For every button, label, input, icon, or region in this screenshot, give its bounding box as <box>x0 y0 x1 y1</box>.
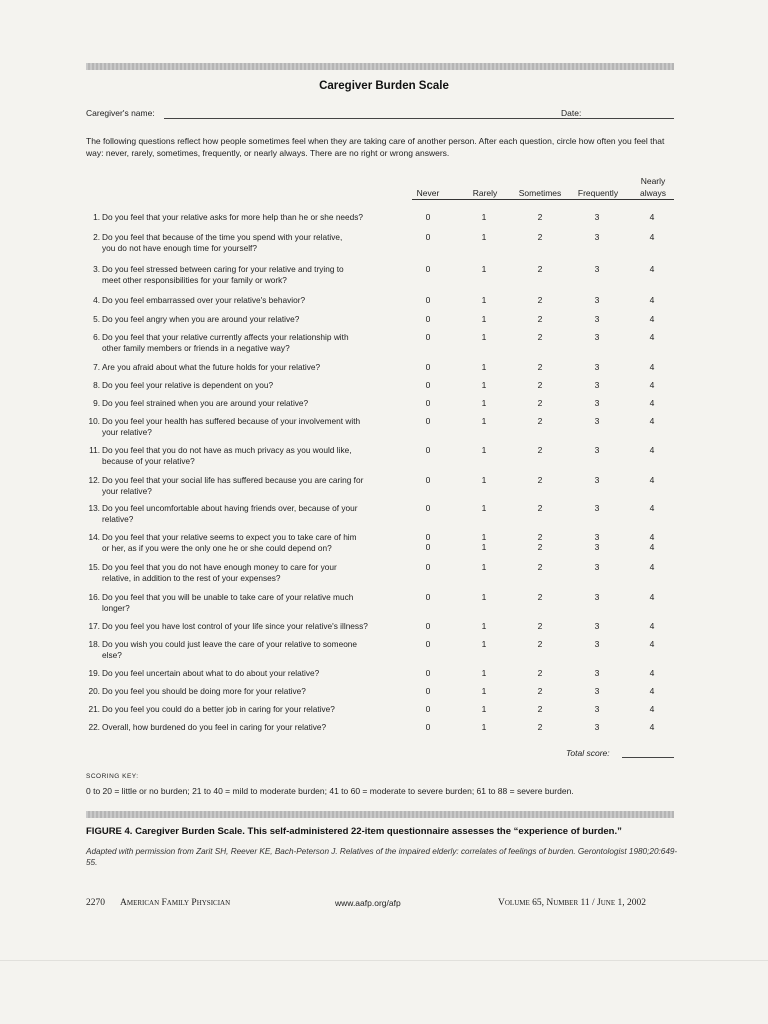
question-text <box>102 445 412 466</box>
question-number: 2. <box>93 232 100 242</box>
response-option[interactable]: 0 <box>425 668 431 678</box>
header-rule <box>86 63 674 70</box>
question-text-line: relative, in addition to the rest of your expenses? <box>102 572 281 583</box>
response-option[interactable]: 4 <box>649 562 655 572</box>
response-option[interactable]: 4 <box>649 416 655 426</box>
column-header-rarely: Rarely <box>472 188 498 198</box>
question-text-line: Do you feel strained when you are around your relative? <box>102 398 309 408</box>
column-header-nearly-always: Nearly always <box>640 176 666 198</box>
question-text-line: meet other responsibilities for your family or work? <box>102 274 287 285</box>
response-option[interactable]: 2 <box>537 264 543 274</box>
question-text-line: else? <box>102 649 122 660</box>
response-option[interactable]: 1 <box>481 232 487 242</box>
response-option[interactable]: 2 <box>537 475 543 485</box>
response-option[interactable]: 0 <box>425 212 431 222</box>
figure-citation: Adapted with permission from Zarit SH, Reever KE, Bach-Peterson J. Relatives of the impaired elderly: correlates of feelings of burden. Gerontologist 1980;20:649-55. <box>86 847 678 867</box>
date-label: Date: <box>561 108 582 118</box>
response-option[interactable]: 2 <box>537 503 543 513</box>
response-option[interactable]: 4 <box>649 314 655 324</box>
response-option[interactable]: 0 <box>425 295 431 305</box>
total-score-label: Total score: <box>566 748 610 758</box>
response-option[interactable]: 2 <box>537 722 543 732</box>
footer-issue: Volume 65, Number 11 / June 1, 2002 <box>498 898 646 908</box>
question-text <box>102 362 412 373</box>
response-option[interactable]: 2 <box>537 532 543 542</box>
scoring-key-text: 0 to 20 = little or no burden; 21 to 40 = mild to moderate burden; 41 to 60 = moderate to severe burden; 61 to 88 = severe burden. <box>86 786 574 796</box>
question-text <box>102 212 412 223</box>
question-text-line: Do you wish you could just leave the care of your relative to someone <box>102 639 358 649</box>
question-number: 14. <box>88 532 100 542</box>
response-option[interactable]: 1 <box>481 639 487 649</box>
question-text-line: relative? <box>102 513 134 524</box>
response-option[interactable]: 1 <box>481 668 487 678</box>
question-text <box>102 380 412 391</box>
response-option[interactable]: 3 <box>594 362 600 372</box>
response-option[interactable]: 3 <box>594 314 600 324</box>
response-option[interactable]: 0 <box>425 704 431 714</box>
response-option[interactable]: 0 <box>425 314 431 324</box>
response-option[interactable]: 2 <box>537 668 543 678</box>
response-option[interactable]: 0 <box>425 562 431 572</box>
response-option[interactable]: 2 <box>537 621 543 631</box>
response-option[interactable]: 0 <box>425 639 431 649</box>
response-option[interactable]: 2 <box>537 686 543 696</box>
response-option[interactable]: 1 <box>481 398 487 408</box>
question-text-line: Do you feel you could do a better job in caring for your relative? <box>102 704 335 714</box>
question-text-line: Do you feel your relative is dependent on you? <box>102 380 274 390</box>
question-text-line: or her, as if you were the only one he or she could depend on? <box>102 542 332 553</box>
response-option[interactable]: 4 <box>649 542 655 552</box>
question-text <box>102 416 412 437</box>
response-option[interactable]: 4 <box>649 332 655 342</box>
response-option[interactable]: 4 <box>649 232 655 242</box>
response-option[interactable]: 3 <box>594 445 600 455</box>
question-number: 11. <box>89 445 100 455</box>
response-option[interactable]: 2 <box>537 332 543 342</box>
response-option[interactable]: 3 <box>594 592 600 602</box>
question-number: 22. <box>88 722 100 732</box>
response-option[interactable]: 0 <box>425 503 431 513</box>
question-text-line: Do you feel uncomfortable about having friends over, because of your <box>102 503 358 513</box>
total-score-field[interactable] <box>622 757 674 758</box>
response-option[interactable]: 4 <box>649 212 655 222</box>
response-option[interactable]: 0 <box>425 264 431 274</box>
question-text-line: you do not have enough time for yourself? <box>102 242 257 253</box>
response-option[interactable]: 1 <box>481 621 487 631</box>
response-option[interactable]: 3 <box>594 621 600 631</box>
response-option[interactable]: 4 <box>649 532 655 542</box>
question-text-line: Do you feel that your relative seems to expect you to take care of him <box>102 532 357 542</box>
question-number: 20. <box>88 686 100 696</box>
response-option[interactable]: 2 <box>537 416 543 426</box>
response-option[interactable]: 4 <box>649 295 655 305</box>
response-option[interactable]: 4 <box>649 264 655 274</box>
caregiver-name-label: Caregiver's name: <box>86 108 155 118</box>
question-text-line: Do you feel that you do not have as much privacy as you would like, <box>102 445 352 455</box>
question-text <box>102 295 412 306</box>
question-text <box>102 722 412 733</box>
response-option[interactable]: 4 <box>649 362 655 372</box>
question-text-line: Do you feel your health has suffered because of your involvement with <box>102 416 361 426</box>
question-text-line: your relative? <box>102 426 152 437</box>
response-option[interactable]: 1 <box>481 722 487 732</box>
figure-rule <box>86 811 674 818</box>
question-text-line: Do you feel that your relative currently affects your relationship with <box>102 332 349 342</box>
figure-label: FIGURE 4. <box>86 826 133 837</box>
response-option[interactable]: 3 <box>594 295 600 305</box>
question-text-line: Do you feel embarrassed over your relative's behavior? <box>102 295 306 305</box>
response-option[interactable]: 3 <box>594 398 600 408</box>
question-number: 12. <box>88 475 100 485</box>
date-field[interactable] <box>598 118 674 119</box>
response-option[interactable]: 3 <box>594 380 600 390</box>
response-option[interactable]: 0 <box>425 445 431 455</box>
question-number: 9. <box>93 398 100 408</box>
column-header-frequently: Frequently <box>577 188 619 198</box>
instructions: The following questions reflect how people sometimes feel when they are taking care of another person. After each question, circle how often you feel that way: never, rarely, sometimes, frequently, or nearly always. There are no right or wrong answers. <box>86 136 665 158</box>
question-text <box>102 592 412 613</box>
response-option[interactable]: 3 <box>594 639 600 649</box>
response-option[interactable]: 0 <box>425 332 431 342</box>
response-option[interactable]: 2 <box>537 314 543 324</box>
caregiver-name-field[interactable] <box>164 118 636 119</box>
question-text <box>102 264 412 285</box>
footer-url[interactable]: www.aafp.org/afp <box>335 898 401 908</box>
footer-page-number: 2270 <box>86 898 105 908</box>
question-text-line: Do you feel uncertain about what to do about your relative? <box>102 668 320 678</box>
question-text <box>102 532 412 553</box>
question-text <box>102 503 412 524</box>
response-option[interactable]: 2 <box>537 362 543 372</box>
question-text <box>102 639 412 660</box>
response-option[interactable]: 0 <box>425 722 431 732</box>
response-option[interactable]: 3 <box>594 232 600 242</box>
response-option[interactable]: 4 <box>649 475 655 485</box>
response-option[interactable]: 0 <box>425 398 431 408</box>
question-text <box>102 686 412 697</box>
question-number: 19. <box>88 668 100 678</box>
scoring-key-label: SCORING KEY: <box>86 773 139 780</box>
response-option[interactable]: 1 <box>481 686 487 696</box>
column-header-sometimes: Sometimes <box>518 188 562 198</box>
question-number: 1. <box>93 212 100 222</box>
response-option[interactable]: 3 <box>594 212 600 222</box>
response-option[interactable]: 4 <box>649 668 655 678</box>
response-option[interactable]: 0 <box>425 380 431 390</box>
response-option[interactable]: 0 <box>425 592 431 602</box>
response-option[interactable]: 2 <box>537 295 543 305</box>
question-number: 13. <box>88 503 100 513</box>
response-option[interactable]: 0 <box>425 362 431 372</box>
response-option[interactable]: 3 <box>594 704 600 714</box>
response-option[interactable]: 1 <box>481 380 487 390</box>
response-option[interactable]: 3 <box>594 542 600 552</box>
response-option[interactable]: 3 <box>594 532 600 542</box>
response-option[interactable]: 3 <box>594 416 600 426</box>
response-option[interactable]: 4 <box>649 704 655 714</box>
question-text-line: longer? <box>102 602 130 613</box>
response-option[interactable]: 2 <box>537 704 543 714</box>
response-option[interactable]: 4 <box>649 503 655 513</box>
paper-fold <box>0 960 768 961</box>
response-option[interactable]: 1 <box>481 264 487 274</box>
response-option[interactable]: 1 <box>481 532 487 542</box>
question-text <box>102 704 412 715</box>
question-text <box>102 232 412 253</box>
response-option[interactable]: 2 <box>537 232 543 242</box>
question-text <box>102 668 412 679</box>
question-number: 18. <box>88 639 100 649</box>
question-text <box>102 621 412 632</box>
response-option[interactable]: 1 <box>481 416 487 426</box>
response-option[interactable]: 1 <box>481 475 487 485</box>
question-text-line: other family members or friends in a negative way? <box>102 342 290 353</box>
response-option[interactable]: 1 <box>481 592 487 602</box>
response-option[interactable]: 2 <box>537 212 543 222</box>
response-option[interactable]: 3 <box>594 668 600 678</box>
column-header-never: Never <box>416 188 440 198</box>
response-option[interactable]: 1 <box>481 562 487 572</box>
question-number: 10. <box>88 416 100 426</box>
response-option[interactable]: 4 <box>649 398 655 408</box>
question-text <box>102 314 412 325</box>
response-option[interactable]: 1 <box>481 362 487 372</box>
response-option[interactable]: 3 <box>594 332 600 342</box>
footer-journal: American Family Physician <box>120 898 231 908</box>
question-text-line: Do you feel stressed between caring for your relative and trying to <box>102 264 344 274</box>
question-text-line: Do you feel that your relative asks for more help than he or she needs? <box>102 212 364 222</box>
response-option[interactable]: 1 <box>481 445 487 455</box>
response-option[interactable]: 0 <box>425 532 431 542</box>
response-option[interactable]: 4 <box>649 639 655 649</box>
question-text-line: Do you feel that your social life has suffered because you are caring for <box>102 475 364 485</box>
response-option[interactable]: 3 <box>594 722 600 732</box>
question-text-line: your relative? <box>102 485 152 496</box>
question-text-line: Do you feel that you will be unable to take care of your relative much <box>102 592 354 602</box>
question-text-line: Do you feel you should be doing more for your relative? <box>102 686 306 696</box>
response-option[interactable]: 2 <box>537 542 543 552</box>
response-option[interactable]: 2 <box>537 592 543 602</box>
question-text-line: Do you feel you have lost control of your life since your relative's illness? <box>102 621 368 631</box>
question-text-line: Do you feel that because of the time you spend with your relative, <box>102 232 343 242</box>
question-text-line: Are you afraid about what the future holds for your relative? <box>102 362 321 372</box>
response-option[interactable]: 1 <box>481 314 487 324</box>
response-option[interactable]: 3 <box>594 562 600 572</box>
question-text <box>102 332 412 353</box>
question-number: 21. <box>88 704 100 714</box>
figure-caption-text: Caregiver Burden Scale. This self-administered 22-item questionnaire assesses the “experience of burden.” <box>135 826 622 837</box>
response-option[interactable]: 1 <box>481 704 487 714</box>
response-option[interactable]: 1 <box>481 332 487 342</box>
question-number: 17. <box>88 621 100 631</box>
response-option[interactable]: 3 <box>594 503 600 513</box>
form-title: Caregiver Burden Scale <box>319 80 449 92</box>
response-option[interactable]: 2 <box>537 380 543 390</box>
question-number: 16. <box>88 592 100 602</box>
response-option[interactable]: 1 <box>481 212 487 222</box>
question-text <box>102 562 412 583</box>
question-text <box>102 475 412 496</box>
response-option[interactable]: 2 <box>537 445 543 455</box>
question-text-line: because of your relative? <box>102 455 195 466</box>
response-option[interactable]: 0 <box>425 416 431 426</box>
response-option[interactable]: 3 <box>594 686 600 696</box>
response-option[interactable]: 0 <box>425 621 431 631</box>
response-option[interactable]: 1 <box>481 503 487 513</box>
response-option[interactable]: 3 <box>594 264 600 274</box>
response-option[interactable]: 4 <box>649 686 655 696</box>
response-option[interactable]: 0 <box>425 686 431 696</box>
response-option[interactable]: 4 <box>649 722 655 732</box>
response-option[interactable]: 4 <box>649 621 655 631</box>
column-header-rule <box>412 199 674 200</box>
response-option[interactable]: 4 <box>649 380 655 390</box>
response-option[interactable]: 4 <box>649 592 655 602</box>
response-option[interactable]: 1 <box>481 542 487 552</box>
question-text-line: Do you feel that you do not have enough money to care for your <box>102 562 337 572</box>
question-text <box>102 398 412 409</box>
response-option[interactable]: 0 <box>425 542 431 552</box>
question-number: 5. <box>93 314 100 324</box>
response-option[interactable]: 2 <box>537 398 543 408</box>
question-number: 4. <box>93 295 100 305</box>
response-option[interactable]: 3 <box>594 475 600 485</box>
question-text-line: Do you feel angry when you are around your relative? <box>102 314 300 324</box>
question-number: 15. <box>88 562 100 572</box>
response-option[interactable]: 0 <box>425 232 431 242</box>
response-option[interactable]: 2 <box>537 639 543 649</box>
question-text-line: Overall, how burdened do you feel in caring for your relative? <box>102 722 327 732</box>
response-option[interactable]: 4 <box>649 445 655 455</box>
response-option[interactable]: 0 <box>425 475 431 485</box>
figure-caption <box>86 826 686 837</box>
question-number: 6. <box>93 332 100 342</box>
question-number: 8. <box>93 380 100 390</box>
response-option[interactable]: 1 <box>481 295 487 305</box>
question-number: 7. <box>93 362 100 372</box>
response-option[interactable]: 2 <box>537 562 543 572</box>
question-number: 3. <box>93 264 100 274</box>
